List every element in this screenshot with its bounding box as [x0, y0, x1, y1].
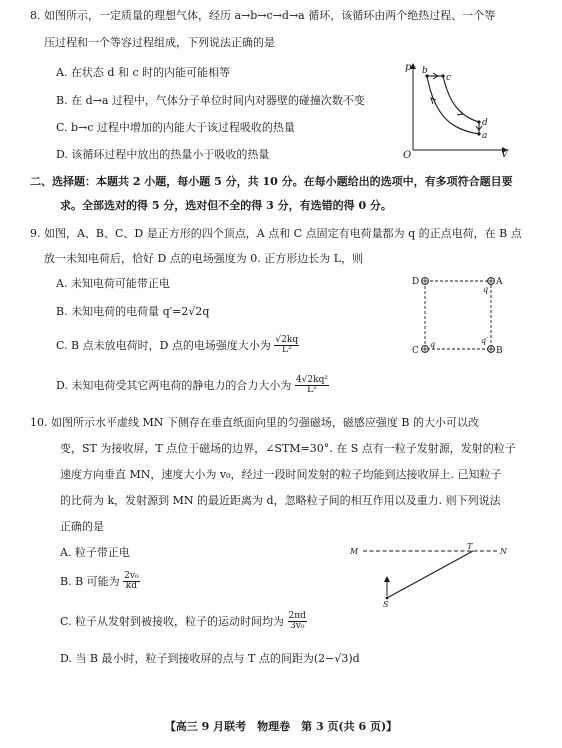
- q8-point-a: a: [482, 131, 488, 141]
- q8-pv-diagram: [395, 58, 515, 161]
- q9-c-denominator: L²: [281, 345, 292, 356]
- page-footer: 【高三 9 月联考 物理卷 第 3 页(共 6 页)】: [164, 720, 398, 733]
- q9-option-b-prefix: B. 未知电荷的电荷量 q′=2: [56, 305, 189, 318]
- section2-line1: 二、选择题：本题共 2 小题，每小题 5 分，共 10 分。在每小题给出的选项中，有多项符合题目要: [30, 175, 513, 188]
- q10-stem-line1: 10. 如图所示水平虚线 MN 下侧存在垂直纸面向里的匀强磁场，磁感应强度 B 的大小可以改: [30, 416, 479, 429]
- q9-stem-line1: 9. 如图，A、B、C、D 是正方形的四个顶点，A 点和 C 点固定有电荷量都为 q 的正点电荷，在 B 点: [30, 227, 522, 240]
- q9-option-b-suffix: q: [202, 305, 210, 318]
- q9-label-qa: q: [483, 285, 489, 294]
- q8-label-v: V: [501, 149, 509, 160]
- q8-stem-line2: 压过程和一个等容过程组成，下列说法正确的是: [44, 36, 275, 49]
- q10-option-c-fraction: [288, 612, 307, 632]
- q8-option-a: A. 在状态 d 和 c 时的内能可能相等: [56, 66, 231, 79]
- q9-option-d-fraction: [295, 376, 329, 396]
- q9-label-a: A: [496, 277, 503, 287]
- q9-square-diagram: [405, 272, 520, 362]
- q8-point-c: c: [446, 73, 452, 83]
- q9-option-b: [56, 305, 209, 319]
- q10-option-c: [60, 612, 307, 632]
- q8-point-d: d: [482, 118, 488, 128]
- q10-stem-line2: 变，ST 为接收屏，T 点位于磁场的边界，∠STM=30°. 在 S 点有一粒子发射源，发射的粒子: [60, 442, 516, 455]
- q10-option-d: D. 当 B 最小时，粒子到接收屏的点与 T 点的间距为(2−√3)d: [60, 652, 360, 665]
- q10-label-s: S: [383, 600, 389, 609]
- q10-b-numerator: 2v₀: [124, 571, 139, 581]
- q8-label-p: p: [405, 62, 412, 73]
- q10-b-denominator: kd: [125, 581, 137, 592]
- q10-c-denominator: 3v₀: [290, 621, 305, 632]
- q8-stem-line1: 8. 如图所示，一定质量的理想气体，经历 a→b→c→d→a 循环，该循环由两个绝热过程、一个等: [30, 9, 496, 22]
- q10-screen-st: [387, 551, 473, 598]
- q8-process-ab: [427, 76, 479, 134]
- q10-option-b-prefix: B. B 可能为: [60, 574, 120, 588]
- q10-field-diagram: [345, 540, 515, 615]
- q9-label-qc: q: [430, 340, 436, 349]
- q10-label-m: M: [350, 547, 359, 556]
- q9-d-numerator: 4√2kq²: [295, 375, 328, 385]
- q10-option-b: [60, 572, 140, 592]
- q9-c-numerator: √2kq: [275, 335, 299, 345]
- q9-label-qb: q′: [481, 336, 488, 345]
- q9-d-denominator: L²: [307, 385, 317, 396]
- q9-option-d-prefix: D. 未知电荷受其它两电荷的静电力的合力大小为: [56, 378, 292, 392]
- q9-stem-line2: 放一未知电荷后，恰好 D 点的电场强度为 0. 正方形边长为 L，则: [44, 252, 364, 265]
- q8-point-b: b: [422, 66, 428, 76]
- q10-stem-line3: 速度方向垂直 MN，速度大小为 v₀，经过一段时间发射的粒子均能到达接收屏上. 已知粒子: [60, 468, 502, 481]
- q9-option-c: [56, 336, 299, 356]
- q8-option-c: C. b→c 过程中增加的内能大于该过程吸收的热量: [56, 121, 295, 134]
- section2-line2: 求。全部选对的得 5 分，选对但不全的得 3 分，有选错的得 0 分。: [60, 199, 392, 212]
- q10-stem-line4: 的比荷为 k，发射源到 MN 的最近距离为 d，忽略粒子间的相互作用以及重力. 则下列说法: [60, 494, 501, 507]
- q9-option-c-prefix: C. B 点未放电荷时，D 点的电场强度大小为: [56, 338, 271, 352]
- q10-label-t: T: [467, 542, 473, 551]
- q9-option-d: [56, 376, 329, 396]
- q10-option-a: A. 粒子带正电: [60, 546, 130, 559]
- q9-label-c: C: [412, 346, 419, 356]
- q10-label-n: N: [500, 547, 507, 556]
- q9-option-c-fraction: [274, 336, 299, 356]
- q9-label-d: D: [412, 277, 420, 287]
- q9-option-b-sqrt: √2: [188, 305, 203, 318]
- q10-option-c-prefix: C. 粒子从发射到被接收，粒子的运动时间均为: [60, 614, 285, 628]
- q9-label-b: B: [496, 346, 503, 356]
- q9-option-a: A. 未知电荷可能带正电: [56, 277, 170, 290]
- q8-option-d: D. 该循环过程中放出的热量小于吸收的热量: [56, 148, 270, 161]
- q10-c-numerator: 2πd: [288, 611, 306, 621]
- q10-option-b-fraction: [123, 572, 139, 592]
- q8-option-b: B. 在 d→a 过程中，气体分子单位时间内对器壁的碰撞次数不变: [56, 94, 365, 107]
- q8-label-o: O: [403, 150, 412, 161]
- q10-stem-line5: 正确的是: [60, 520, 104, 533]
